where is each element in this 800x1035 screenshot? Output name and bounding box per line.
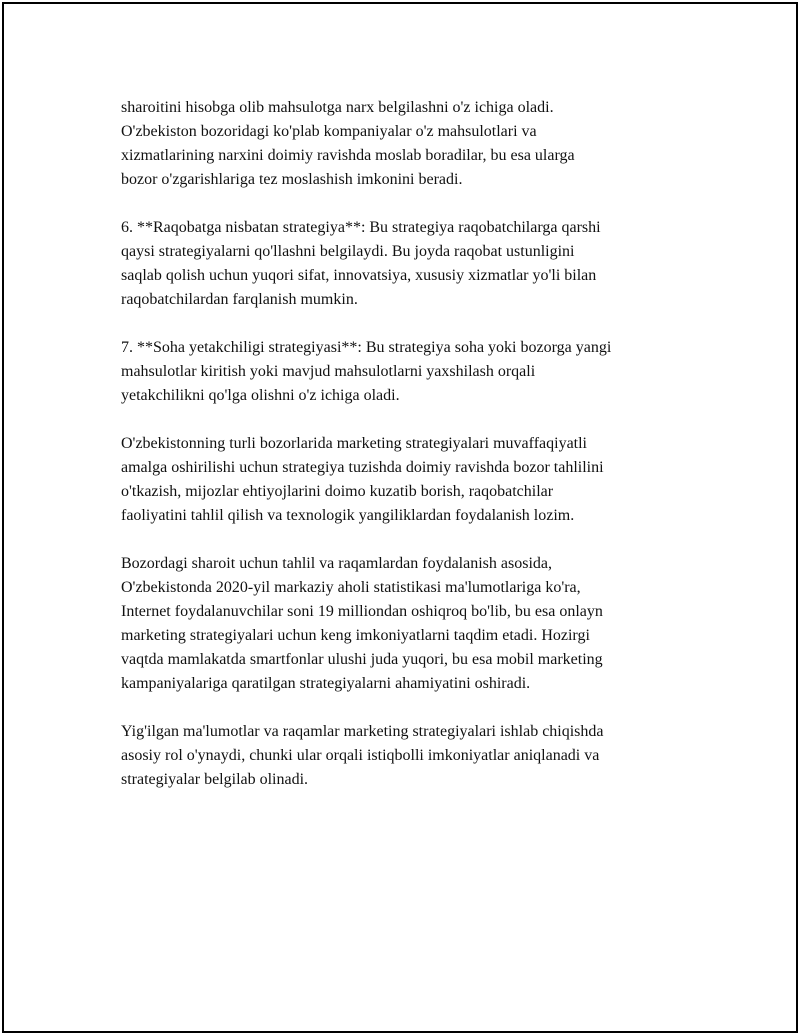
text-line: marketing strategiyalari uchun keng imkoniyatlarni taqdim etadi. Hozirgi (121, 627, 590, 644)
text-line: strategiyalar belgilab olinadi. (121, 771, 309, 788)
text-line: faoliyatini tahlil qilish va texnologik yangiliklardan foydalanish lozim. (121, 507, 575, 524)
text-line: Yig'ilgan ma'lumotlar va raqamlar marketing strategiyalari ishlab chiqishda (121, 723, 604, 740)
text-line: amalga oshirilishi uchun strategiya tuzishda doimiy ravishda bozor tahlilini (121, 459, 604, 476)
paragraph-spacer (121, 312, 711, 336)
text-line: bozor o'zgarishlariga tez moslashish imkonini beradi. (121, 171, 463, 188)
paragraph-spacer (121, 408, 711, 432)
paragraph-raqobat-strategiyasi (121, 216, 711, 312)
text-line: xizmatlarining narxini doimiy ravishda moslab boradilar, bu esa ularga (121, 147, 575, 164)
text-line: 7. **Soha yetakchiligi strategiyasi**: Bu strategiya soha yoki bozorga yangi (121, 339, 612, 356)
paragraph-soha-yetakchiligi (121, 336, 711, 408)
paragraph-narx-strategiyasi-continuation (121, 96, 711, 192)
text-line: Internet foydalanuvchilar soni 19 milliondan oshiqroq bo'lib, bu esa onlayn (121, 603, 603, 620)
paragraph-statistika (121, 552, 711, 696)
text-line: vaqtda mamlakatda smartfonlar ulushi juda yuqori, bu esa mobil marketing (121, 651, 603, 668)
text-line: asosiy rol o'ynaydi, chunki ular orqali istiqbolli imkoniyatlar aniqlanadi va (121, 747, 600, 764)
text-line: sharoitini hisobga olib mahsulotga narx belgilashni o'z ichiga oladi. (121, 99, 554, 116)
text-line: o'tkazish, mijozlar ehtiyojlarini doimo kuzatib borish, raqobatchilar (121, 483, 554, 500)
text-line: mahsulotlar kiritish yoki mavjud mahsulotlarni yaxshilash orqali (121, 363, 536, 380)
text-line: O'zbekistonning turli bozorlarida marketing strategiyalari muvaffaqiyatli (121, 435, 587, 452)
paragraph-spacer (121, 696, 711, 720)
text-line: qaysi strategiyalarni qo'llashni belgilaydi. Bu joyda raqobat ustunligini (121, 243, 575, 260)
paragraph-xulosa (121, 720, 711, 792)
text-line: kampaniyalariga qaratilgan strategiyalarni ahamiyatini oshiradi. (121, 675, 531, 692)
text-line: 6. **Raqobatga nisbatan strategiya**: Bu strategiya raqobatchilarga qarshi (121, 219, 601, 236)
text-line: yetakchilikni qo'lga olishni o'z ichiga oladi. (121, 387, 400, 404)
page-frame (2, 2, 798, 1033)
paragraph-spacer (121, 528, 711, 552)
text-line: O'zbekistonda 2020-yil markaziy aholi statistikasi ma'lumotlariga ko'ra, (121, 579, 581, 596)
document-body (121, 96, 711, 792)
text-line: saqlab qolish uchun yuqori sifat, innovatsiya, xususiy xizmatlar yo'li bilan (121, 267, 597, 284)
text-line: Bozordagi sharoit uchun tahlil va raqamlardan foydalanish asosida, (121, 555, 552, 572)
text-line: raqobatchilardan farqlanish mumkin. (121, 291, 358, 308)
text-line: O'zbekiston bozoridagi ko'plab kompaniyalar o'z mahsulotlari va (121, 123, 537, 140)
paragraph-spacer (121, 192, 711, 216)
paragraph-bozor-tahlili (121, 432, 711, 528)
